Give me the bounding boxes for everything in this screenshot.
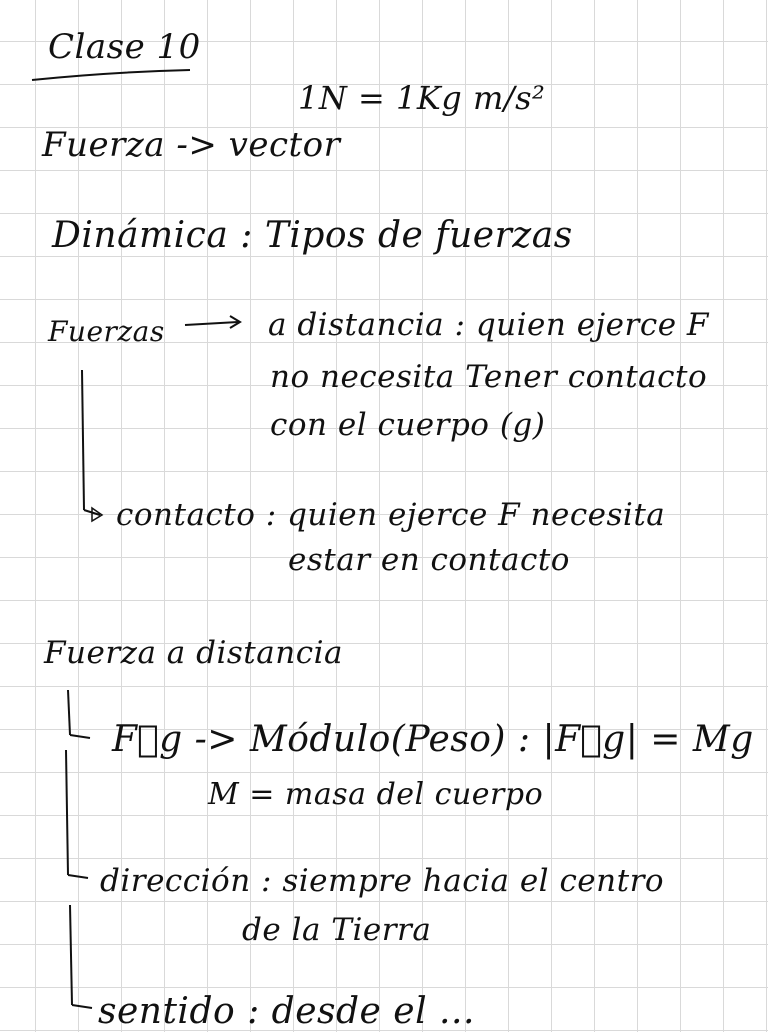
unit-formula: 1N = 1Kg m/s² [298,79,546,117]
arrow-fuerzas [185,322,238,325]
tree-line-2a [68,690,70,735]
fuerzas-label: Fuerzas [48,315,165,348]
distancia-line-2: no necesita Tener contacto [270,359,708,395]
direccion-line-1: dirección : siempre hacia el centro [100,863,665,899]
contacto-line-1: contacto : quien ejerce F necesita [116,497,666,533]
fg-line: F⃗g -> Módulo(Peso) : |F⃗g| = Mg [112,719,754,760]
sentido-line-1: sentido : desde el ... [98,991,475,1032]
line-dynamics: Dinámica : Tipos de fuerzas [52,215,573,256]
tree-line-1 [82,370,84,510]
distancia-line-3: con el cuerpo (g) [270,407,546,443]
direccion-line-2: de la Tierra [242,912,432,948]
tree-branch-2c [72,1005,92,1008]
tree-branch-2a [70,735,90,738]
title-underline [32,70,190,80]
tree-line-2b [66,750,68,875]
tree-line-2c [70,905,72,1005]
tree-branch-2b [68,875,88,878]
contacto-line-2: estar en contacto [288,542,570,578]
line-vector: Fuerza -> vector [42,125,341,165]
mass-definition: M = masa del cuerpo [208,777,544,812]
page-title: Clase 10 [48,27,201,67]
distancia-line-1: a distancia : quien ejerce F [268,307,709,343]
section-heading: Fuerza a distancia [44,635,343,671]
